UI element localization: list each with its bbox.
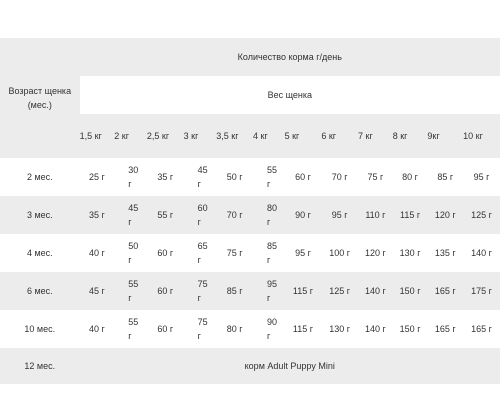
value-cell: 55 г xyxy=(157,210,174,220)
value-cell: 120 г xyxy=(434,210,456,220)
value-cell: 140 г xyxy=(364,324,386,334)
age-cell: 6 мес. xyxy=(26,286,53,296)
value-cell: 85 г xyxy=(266,241,277,265)
value-cell: 80 г xyxy=(226,324,243,334)
value-cell: 125 г xyxy=(329,286,351,296)
weight-header-cell: 2,5 кг xyxy=(146,131,170,141)
value-cell: 115 г xyxy=(292,286,314,296)
value-cell: 55 г xyxy=(128,279,139,303)
value-cell: 90 г xyxy=(266,317,277,341)
value-cell: 45 г xyxy=(197,165,208,189)
value-cell: 150 г xyxy=(399,324,421,334)
age-column-header: Возраст щенка (мес.) xyxy=(0,38,80,158)
weight-header-cell: 3,5 кг xyxy=(216,131,239,141)
weight-header-cell: 1,5 кг xyxy=(79,131,102,141)
feeding-table xyxy=(0,38,500,384)
value-cell: 95 г xyxy=(473,172,490,182)
value-cell: 40 г xyxy=(89,324,105,334)
value-cell: 60 г xyxy=(295,172,311,182)
value-cell: 135 г xyxy=(434,248,456,258)
value-cell: 75 г xyxy=(226,248,243,258)
table-row xyxy=(0,158,500,196)
table-row xyxy=(0,272,500,310)
value-cell: 115 г xyxy=(400,210,421,220)
value-cell: 75 г xyxy=(197,317,208,341)
value-cell: 165 г xyxy=(434,324,456,334)
weight-header: Вес щенка xyxy=(80,76,500,114)
value-cell: 80 г xyxy=(266,203,277,227)
age-cell: 2 мес. xyxy=(26,172,53,182)
weight-header-cell: 2 кг xyxy=(114,131,129,141)
value-cell: 140 г xyxy=(364,286,386,296)
age-cell: 10 мес. xyxy=(24,324,56,334)
value-cell: 50 г xyxy=(128,241,139,265)
value-cell: 40 г xyxy=(89,248,105,258)
value-cell: 90 г xyxy=(295,210,311,220)
value-cell: 115 г xyxy=(292,324,314,334)
value-cell: 95 г xyxy=(331,210,348,220)
value-cell: 50 г xyxy=(226,172,243,182)
value-cell: 75 г xyxy=(367,172,384,182)
value-cell: 80 г xyxy=(402,172,418,182)
value-cell: 150 г xyxy=(399,286,421,296)
value-cell: 65 г xyxy=(197,241,208,265)
table-row xyxy=(0,310,500,348)
value-cell: 85 г xyxy=(437,172,454,182)
value-cell: 140 г xyxy=(471,248,492,258)
table-body xyxy=(0,158,500,348)
value-cell: 35 г xyxy=(89,210,105,220)
value-cell: 95 г xyxy=(266,279,277,303)
top-spacer xyxy=(0,0,500,38)
weight-header-cell: 9кг xyxy=(427,131,440,141)
table-row xyxy=(0,196,500,234)
value-cell: 25 г xyxy=(89,172,105,182)
value-cell: 165 г xyxy=(471,324,492,334)
age-cell: 12 мес. xyxy=(24,361,56,371)
value-cell: 175 г xyxy=(471,286,492,296)
age-cell: 3 мес. xyxy=(26,210,53,220)
value-cell: 120 г xyxy=(364,248,386,258)
value-cell: 55 г xyxy=(266,165,277,189)
value-cell: 55 г xyxy=(128,317,139,341)
value-cell: 75 г xyxy=(197,279,208,303)
value-cell: 95 г xyxy=(295,248,311,258)
value-cell: 60 г xyxy=(157,286,174,296)
value-cell: 100 г xyxy=(329,248,351,258)
header-row-1 xyxy=(0,38,500,76)
weight-header-cell: 5 кг xyxy=(284,131,300,141)
weight-header-cell: 7 кг xyxy=(358,131,373,141)
table-row-12-months xyxy=(0,348,500,384)
value-cell: 60 г xyxy=(157,248,174,258)
value-cell: 30 г xyxy=(128,165,139,189)
value-cell: 70 г xyxy=(226,210,243,220)
adult-feed-label: корм Adult Puppy Mini xyxy=(244,361,335,371)
value-cell: 60 г xyxy=(157,324,174,334)
weight-header-cell: 10 кг xyxy=(463,131,483,141)
value-cell: 125 г xyxy=(471,210,492,220)
value-cell: 70 г xyxy=(331,172,348,182)
value-cell: 35 г xyxy=(157,172,174,182)
amount-header: Количество корма г/день xyxy=(80,38,500,76)
age-cell: 4 мес. xyxy=(26,248,53,258)
weight-header-cell: 3 кг xyxy=(183,131,199,141)
value-cell: 130 г xyxy=(329,324,351,334)
value-cell: 165 г xyxy=(434,286,456,296)
weight-header-cell: 4 кг xyxy=(252,131,268,141)
value-cell: 85 г xyxy=(226,286,243,296)
value-cell: 60 г xyxy=(197,203,208,227)
value-cell: 45 г xyxy=(89,286,105,296)
value-cell: 110 г xyxy=(365,210,386,220)
value-cell: 45 г xyxy=(128,203,139,227)
weight-header-cell: 8 кг xyxy=(392,131,408,141)
weight-header-cell: 6 кг xyxy=(321,131,337,141)
value-cell: 130 г xyxy=(399,248,421,258)
table-row xyxy=(0,234,500,272)
